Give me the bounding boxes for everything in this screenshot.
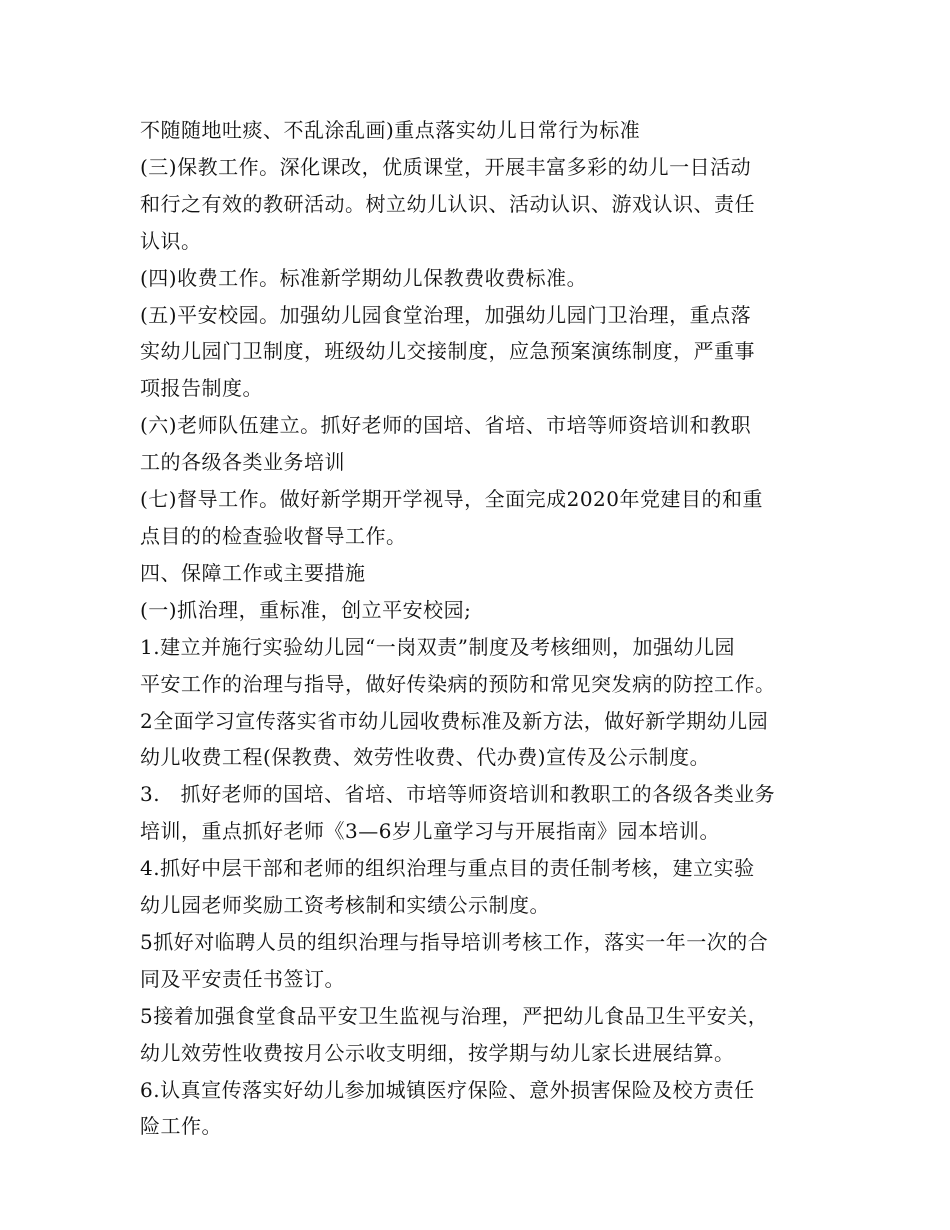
text-line: 5接着加强食堂食品平安卫生监视与治理，严把幼儿食品卫生平安关，	[140, 1003, 769, 1028]
text-line: 2全面学习宣传落实省市幼儿园收费标准及新方法，做好新学期幼儿园	[140, 708, 769, 733]
document-body	[140, 112, 840, 1145]
text-line: 平安工作的治理与指导，做好传染病的预防和常见突发病的防控工作。	[140, 671, 776, 696]
text-line: 幼儿收费工程(保教费、效劳性收费、代办费)宣传及公示制度。	[140, 745, 711, 770]
text-line: 5抓好对临聘人员的组织治理与指导培训考核工作，落实一年一次的合	[140, 929, 769, 954]
text-line: 项报告制度。	[140, 376, 263, 401]
text-line: 不随随地吐痰、不乱涂乱画)重点落实幼儿日常行为标准	[140, 118, 641, 142]
text-line: 4.抓好中层干部和老师的组织治理与重点目的责任制考核，建立实验	[140, 856, 755, 881]
text-line: 实幼儿园门卫制度，班级幼儿交接制度，应急预案演练制度，严重事	[140, 339, 755, 364]
text-line: (七)督导工作。做好新学期开学视导，全面完成2020年党建目的和重	[140, 487, 764, 512]
text-line: 认识。	[140, 228, 202, 253]
text-line: 险工作。	[140, 1114, 222, 1139]
text-line: 同及平安责任书签订。	[140, 966, 345, 991]
text-line: (五)平安校园。加强幼儿园食堂治理，加强幼儿园门卫治理，重点落	[140, 302, 752, 327]
text-line: (三)保教工作。深化课改，优质课堂，开展丰富多彩的幼儿一日活动	[140, 154, 752, 179]
text-line: 工的各级各类业务培训	[140, 450, 345, 475]
text-line: 幼儿园老师奖励工资考核制和实绩公示制度。	[140, 893, 550, 918]
text-line: (一)抓治理，重标准，创立平安校园;	[140, 597, 472, 622]
text-line: 点目的的检查验收督导工作。	[140, 523, 407, 548]
text-line: 3. 抓好老师的国培、省培、市培等师资培训和教职工的各级各类业务	[140, 782, 776, 807]
text-line: 1.建立并施行实验幼儿园“一岗双责”制度及考核细则，加强幼儿园	[140, 634, 736, 659]
text-line: 6.认真宣传落实好幼儿参加城镇医疗保险、意外损害保险及校方责任	[140, 1077, 755, 1102]
text-line: (四)收费工作。标准新学期幼儿保教费收费标准。	[140, 265, 588, 290]
text-line: (六)老师队伍建立。抓好老师的国培、省培、市培等师资培训和教职	[140, 413, 752, 438]
text-line: 幼儿效劳性收费按月公示收支明细，按学期与幼儿家长进展结算。	[140, 1040, 735, 1065]
text-line: 和行之有效的教研活动。树立幼儿认识、活动认识、游戏认识、责任	[140, 191, 755, 216]
section-heading: 四、保障工作或主要措施	[140, 560, 366, 585]
text-line: 培训，重点抓好老师《3—6岁儿童学习与开展指南》园本培训。	[140, 819, 720, 844]
